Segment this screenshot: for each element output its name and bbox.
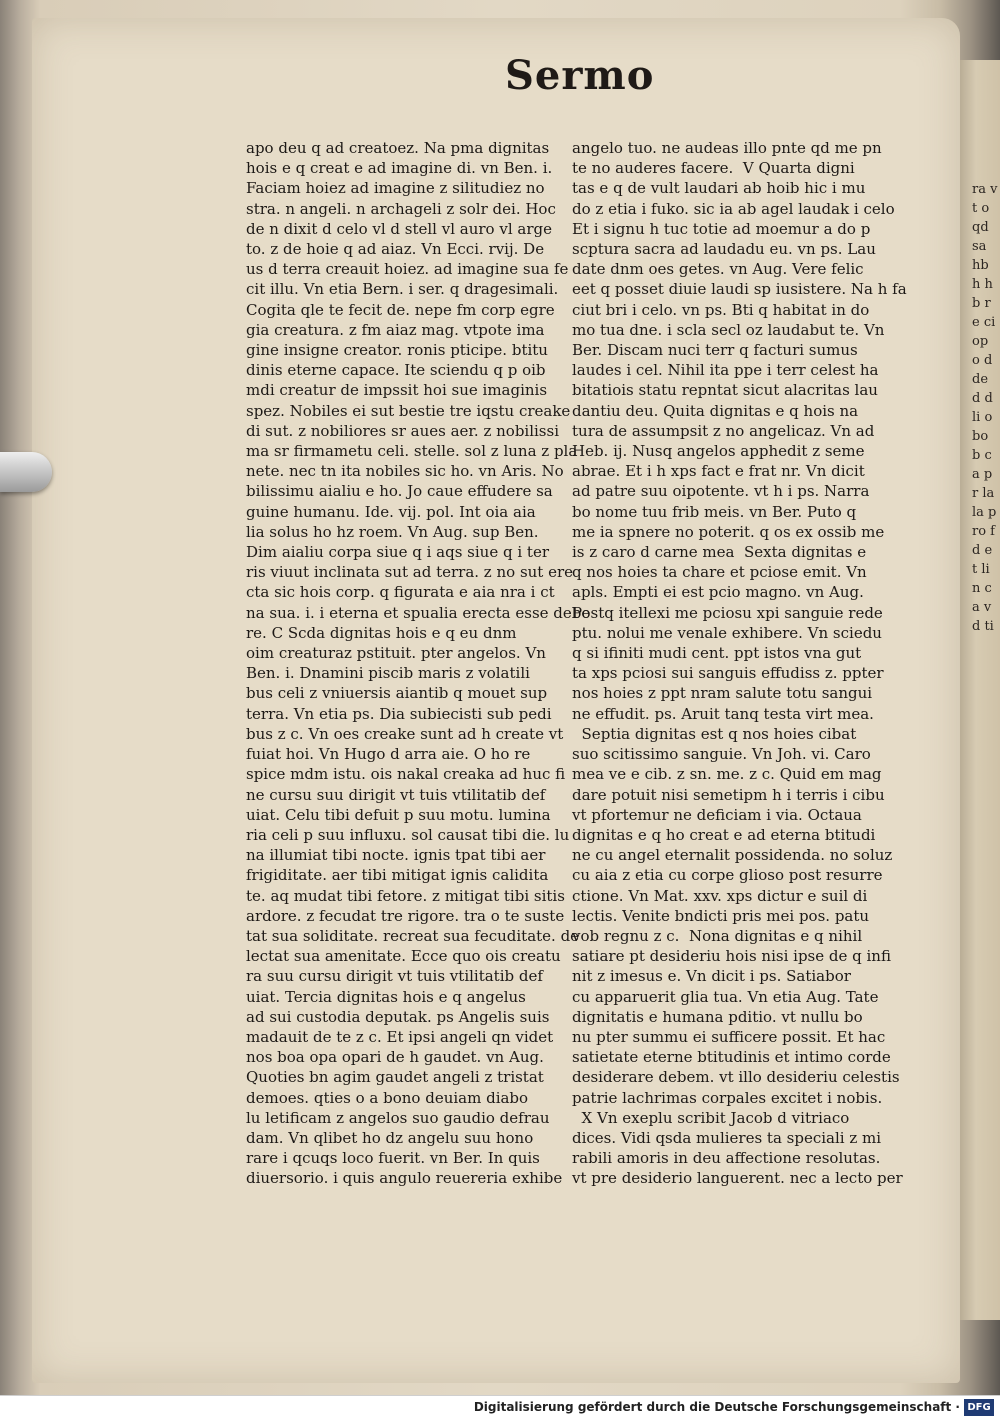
text-line: mo tua dne. i scla secl oz laudabut te. Vn: [572, 320, 885, 339]
text-line: rare i qcuqs loco fuerit. vn Ber. In quis: [246, 1149, 540, 1168]
text-line: ma sr firmametu celi. stelle. sol z luna z pla: [246, 442, 578, 461]
text-line: na illumiat tibi nocte. ignis tpat tibi aer: [246, 846, 546, 865]
text-line: Quoties bn agim gaudet angeli z tristat: [246, 1068, 544, 1087]
text-line: to. z de hoie q ad aiaz. Vn Ecci. rvij. De: [246, 240, 545, 259]
text-line: fuiat hoi. Vn Hugo d arra aie. O ho re: [246, 745, 531, 764]
text-line: satietate eterne btitudinis et intimo corde: [572, 1048, 891, 1067]
text-line: di sut. z nobiliores sr aues aer. z nobilissi: [246, 421, 560, 440]
text-line: dignitatis e humana pditio. vt nullu bo: [572, 1007, 863, 1026]
text-line: cta sic hois corp. q figurata e aia nra i ct: [246, 583, 555, 602]
text-line: Dim aialiu corpa siue q i aqs siue q i ter: [246, 543, 549, 562]
text-line: us d terra creauit hoiez. ad imagine sua fe: [246, 260, 569, 279]
text-line: Postq itellexi me pciosu xpi sanguie rede: [572, 603, 883, 622]
text-line: nete. nec tn ita nobiles sic ho. vn Aris. No: [246, 462, 564, 481]
text-line: ria celi p suu influxu. sol causat tibi die. lu: [246, 825, 570, 844]
text-line: suo scitissimo sanguie. Vn Joh. vi. Caro: [572, 745, 871, 764]
text-line: Faciam hoiez ad imagine z silitudiez no: [246, 179, 545, 198]
text-line: oim creaturaz pstituit. pter angelos. Vn: [246, 644, 546, 663]
text-line: nu pter summu ei sufficere possit. Et hac: [572, 1027, 886, 1046]
text-line: hois e q creat e ad imagine di. vn Ben. i.: [246, 159, 553, 178]
text-line: ne cu angel eternalit possidenda. no soluz: [572, 846, 893, 865]
text-line: bus z c. Vn oes creake sunt ad h create vt: [246, 724, 564, 743]
running-head: Sermo: [505, 52, 655, 99]
text-line: abrae. Et i h xps fact e frat nr. Vn dicit: [572, 462, 865, 481]
text-line: ciut bri i celo. vn ps. Bti q habitat in do: [572, 300, 870, 319]
text-line: de n dixit d celo vl d stell vl auro vl arge: [246, 219, 552, 238]
text-line: patrie lachrimas corpales excitet i nobis.: [572, 1088, 883, 1107]
text-line: ris viuut inclinata sut ad terra. z no sut ere: [246, 563, 574, 582]
text-line: cu apparuerit glia tua. Vn etia Aug. Tate: [572, 987, 879, 1006]
text-line: Et i signu h tuc totie ad moemur a do p: [572, 219, 871, 238]
text-line: stra. n angeli. n archageli z solr dei. Hoc: [246, 199, 556, 218]
text-line: ad patre suu oipotente. vt h i ps. Narra: [572, 482, 870, 501]
text-line: lectis. Venite bndicti pris mei pos. patu: [572, 906, 870, 925]
text-line: nit z imesus e. Vn dicit i ps. Satiabor: [572, 967, 851, 986]
text-line: apls. Empti ei est pcio magno. vn Aug.: [572, 583, 864, 602]
text-line: bus celi z vniuersis aiantib q mouet sup: [246, 684, 548, 703]
text-line: te no auderes facere. V Quarta digni: [572, 159, 855, 178]
text-line: terra. Vn etia ps. Dia subiecisti sub pedi: [246, 704, 552, 723]
text-line: ardore. z fecudat tre rigore. tra o te suste: [246, 906, 565, 925]
page-clip: [0, 452, 52, 492]
text-line: ne cursu suu dirigit vt tuis vtilitatib def: [246, 785, 546, 804]
text-line: ptu. nolui me venale exhibere. Vn sciedu: [572, 623, 882, 642]
text-line: is z caro d carne mea Sexta dignitas e: [572, 543, 867, 562]
text-line: scptura sacra ad laudadu eu. vn ps. Lau: [572, 240, 876, 259]
text-line: lu letificam z angelos suo gaudio defrau: [246, 1108, 550, 1127]
text-line: frigiditate. aer tibi mitigat ignis calidita: [246, 866, 549, 885]
text-line: gine insigne creator. ronis pticipe. btitu: [246, 341, 548, 360]
footer-bar: [0, 1395, 1000, 1420]
text-line: bo nome tuu frib meis. vn Ber. Puto q: [572, 502, 857, 521]
text-line: vt pfortemur ne deficiam i via. Octaua: [572, 805, 862, 824]
text-line: tas e q de vult laudari ab hoib hic i mu: [572, 179, 866, 198]
text-line: vob regnu z c. Nona dignitas e q nihil: [572, 926, 863, 945]
text-line: ad sui custodia deputak. ps Angelis suis: [246, 1007, 550, 1026]
text-line: satiare pt desideriu hois nisi ipse de q infi: [572, 947, 891, 966]
text-line: dignitas e q ho creat e ad eterna btitudi: [572, 825, 876, 844]
text-line: spez. Nobiles ei sut bestie tre iqstu creake: [246, 401, 571, 420]
text-line: na sua. i. i eterna et spualia erecta esse debe: [246, 603, 591, 622]
text-line: tat sua soliditate. recreat sua fecuditate. de: [246, 926, 580, 945]
text-line: guine humanu. Ide. vij. pol. Int oia aia: [246, 502, 536, 521]
text-line: laudes i cel. Nihil ita ppe i terr celest ha: [572, 361, 879, 380]
text-line: uiat. Tercia dignitas hois e q angelus: [246, 987, 526, 1006]
text-line: re. C Scda dignitas hois e q eu dnm: [246, 623, 517, 642]
text-line: lectat sua amenitate. Ecce quo ois creatu: [246, 947, 561, 966]
text-line: mdi creatur de impssit hoi sue imaginis: [246, 381, 548, 400]
text-line: nos hoies z ppt nram salute totu sangui: [572, 684, 873, 703]
text-line: dantiu deu. Quita dignitas e q hois na: [572, 401, 859, 420]
text-line: madauit de te z c. Et ipsi angeli qn videt: [246, 1027, 554, 1046]
text-line: cit illu. Vn etia Bern. i ser. q dragesimali.: [246, 280, 559, 299]
text-line: dinis eterne capace. Ite sciendu q p oib: [246, 361, 546, 380]
text-line: Cogita qle te fecit de. nepe fm corp egre: [246, 300, 555, 319]
text-line: angelo tuo. ne audeas illo pnte qd me pn: [572, 139, 882, 157]
text-line: bilissimu aialiu e ho. Jo caue effudere sa: [246, 482, 553, 501]
text-line: Septia dignitas est q nos hoies cibat: [572, 724, 857, 743]
text-line: eet q posset diuie laudi sp iusistere. Na h fa: [572, 280, 907, 299]
text-line: tura de assumpsit z no angelicaz. Vn ad: [572, 421, 875, 440]
text-line: spice mdm istu. ois nakal creaka ad huc fi: [246, 765, 566, 784]
right-text-column: [572, 138, 907, 1188]
text-line: q nos hoies ta chare et pciose emit. Vn: [572, 563, 867, 582]
text-line: nos boa opa opari de h gaudet. vn Aug.: [246, 1048, 544, 1067]
text-line: lia solus ho hz roem. Vn Aug. sup Ben.: [246, 522, 539, 541]
text-line: me ia spnere no poterit. q os ex ossib me: [572, 522, 885, 541]
text-line: bitatiois statu repntat sicut alacritas lau: [572, 381, 878, 400]
text-line: dare potuit nisi semetipm h i terris i cibu: [572, 785, 885, 804]
dfg-logo: DFG: [964, 1399, 994, 1416]
text-line: X Vn exeplu scribit Jacob d vitriaco: [572, 1108, 850, 1127]
funding-credit: Digitalisierung gefördert durch die Deutsche Forschungsgemeinschaft ·: [473, 1400, 960, 1414]
text-line: apo deu q ad creatoez. Na pma dignitas: [246, 139, 550, 157]
text-line: ta xps pciosi sui sanguis effudiss z. ppter: [572, 664, 884, 683]
text-line: date dnm oes getes. vn Aug. Vere felic: [572, 260, 864, 279]
text-line: te. aq mudat tibi fetore. z mitigat tibi sitis: [246, 886, 565, 905]
text-line: diuersorio. i quis angulo reuereria exhibe: [246, 1169, 563, 1188]
text-line: demoes. qties o a bono deuiam diabo: [246, 1088, 529, 1107]
text-line: desiderare debem. vt illo desideriu celestis: [572, 1068, 900, 1087]
text-line: q si ifiniti mudi cent. ppt istos vna gut: [572, 644, 862, 663]
text-line: gia creatura. z fm aiaz mag. vtpote ima: [246, 320, 545, 339]
text-line: dices. Vidi qsda mulieres ta speciali z mi: [572, 1128, 882, 1147]
text-line: ra suu cursu dirigit vt tuis vtilitatib def: [246, 967, 543, 986]
text-line: do z etia i fuko. sic ia ab agel laudak i celo: [572, 199, 895, 218]
text-line: ne effudit. ps. Aruit tanq testa virt mea.: [572, 704, 874, 723]
text-line: mea ve e cib. z sn. me. z c. Quid em mag: [572, 765, 882, 784]
text-line: cu aia z etia cu corpe glioso post resurre: [572, 866, 883, 885]
text-line: Heb. ij. Nusq angelos apphedit z seme: [572, 442, 865, 461]
text-line: uiat. Celu tibi defuit p suu motu. lumina: [246, 805, 551, 824]
text-line: vt pre desiderio languerent. nec a lecto per: [572, 1169, 903, 1188]
text-line: Ber. Discam nuci terr q facturi sumus: [572, 341, 858, 360]
text-line: rabili amoris in deu affectione resolutas.: [572, 1149, 881, 1168]
left-text-column: [246, 138, 591, 1188]
text-line: ctione. Vn Mat. xxv. xps dictur e suil di: [572, 886, 868, 905]
text-line: dam. Vn qlibet ho dz angelu suu hono: [246, 1128, 534, 1147]
facing-page-fragments: ra vt o qd sa hb h hb re ci op o d de d d li o bo b ca pr la la pro f d e t li n c a v d ti: [972, 182, 998, 634]
text-line: Ben. i. Dnamini piscib maris z volatili: [246, 664, 530, 683]
